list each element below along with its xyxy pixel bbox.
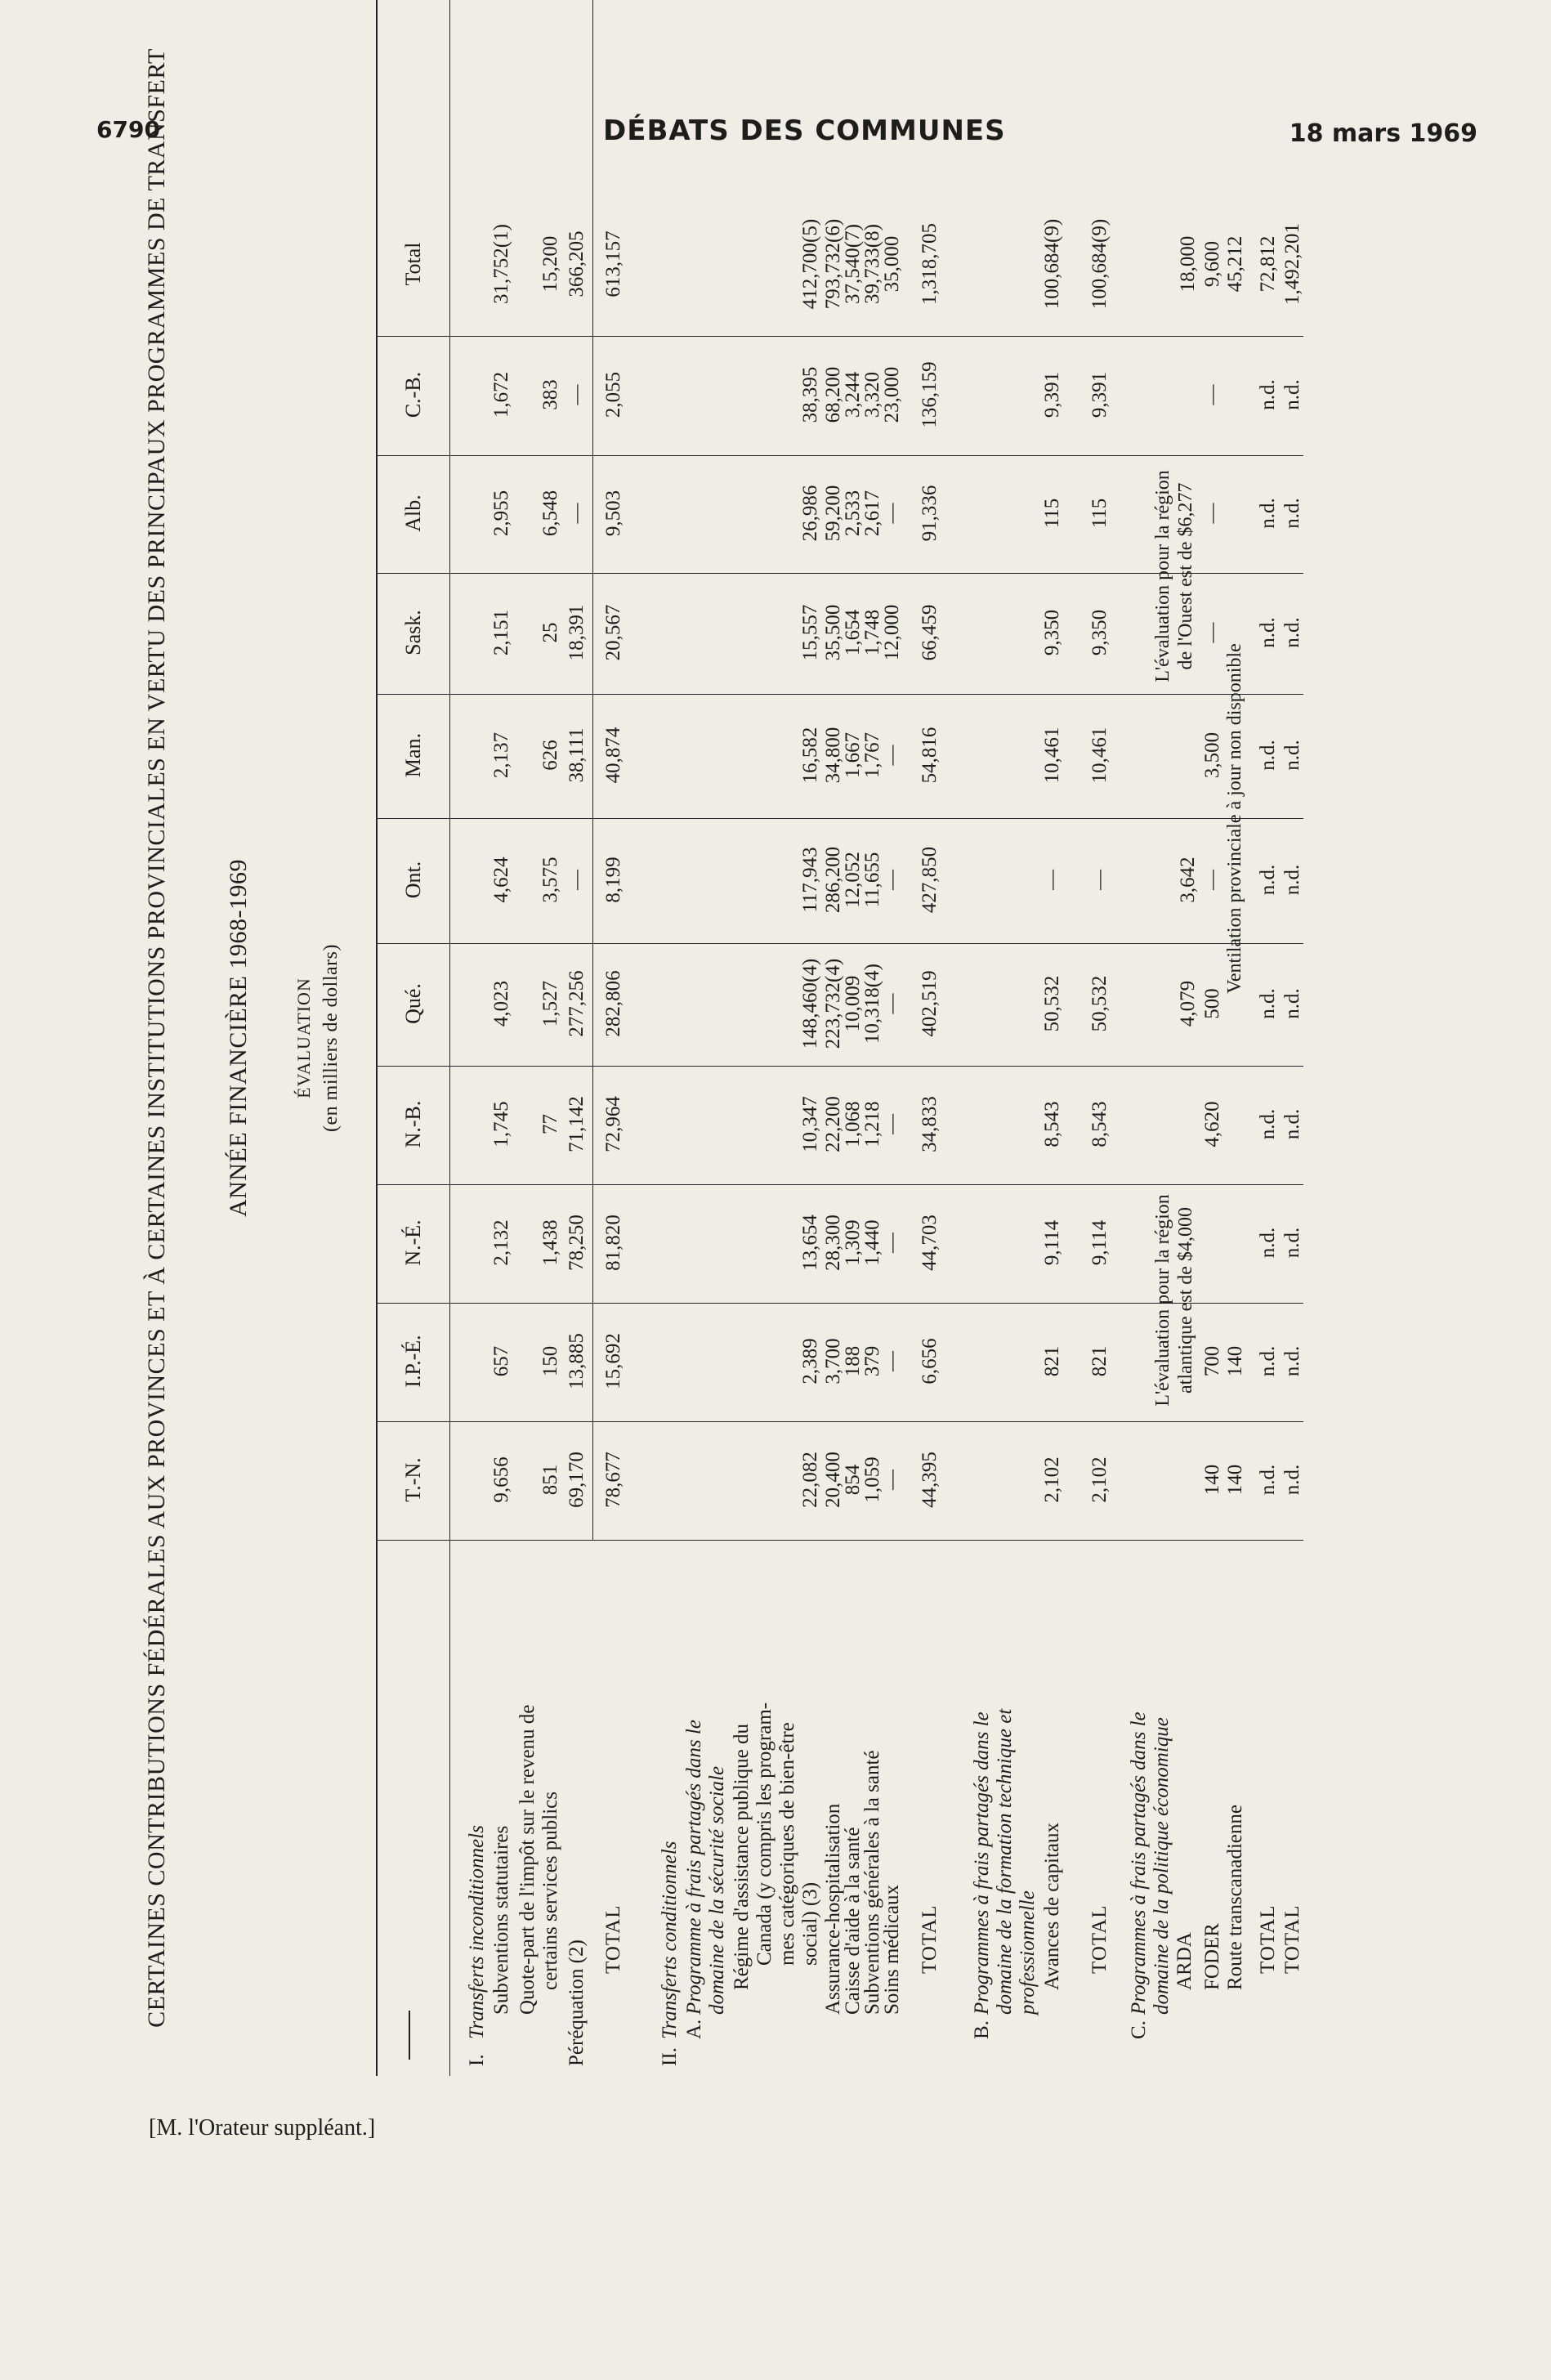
table-cell: 115 — [1041, 498, 1063, 529]
table-cell: 10,009 — [842, 975, 864, 1032]
table-cell: 3,500 — [1201, 731, 1223, 779]
table-cell: — — [1041, 870, 1063, 890]
table-cell: 657 — [490, 1345, 512, 1377]
table-cell: 136,159 — [919, 361, 941, 428]
table-cell: 12,000 — [881, 604, 903, 661]
table-cell: 2,102 — [1088, 1456, 1111, 1503]
table-cell: 700 — [1201, 1345, 1223, 1377]
table-cell: 15,692 — [602, 1333, 624, 1389]
evaluation-note-atlantic: atlantique est de $4,000 — [1175, 1207, 1196, 1394]
table-cell: n.d. — [1281, 379, 1303, 410]
table-cell: 44,395 — [919, 1452, 941, 1508]
table-cell: n.d. — [1281, 864, 1303, 896]
table-cell: 1,318,705 — [919, 223, 941, 305]
table-cell: 1,440 — [861, 1219, 883, 1266]
table-cell: 286,200 — [822, 846, 844, 914]
table-cell: 9,114 — [1088, 1219, 1111, 1266]
sub-label: C. — [1128, 2020, 1150, 2039]
table-cell: 9,350 — [1041, 609, 1063, 656]
evaluation-note-west: de l'Ouest est de $6,277 — [1175, 482, 1196, 670]
table-cell: 35,000 — [881, 235, 903, 293]
table-cell: n.d. — [1257, 498, 1279, 529]
table-cell: 50,532 — [1041, 975, 1063, 1032]
table-cell: 500 — [1201, 988, 1223, 1019]
table-cell: 38,111 — [565, 727, 588, 783]
table-cell: — — [565, 870, 588, 890]
table-cell: 1,667 — [842, 731, 864, 779]
table-cell: 821 — [1088, 1345, 1111, 1377]
table-cell: — — [881, 745, 903, 766]
table-cell: n.d. — [1257, 740, 1279, 771]
table-cell: n.d. — [1257, 617, 1279, 648]
evaluation-label: ÉVALUATION — [293, 978, 314, 1098]
column-header: Ont. — [401, 861, 425, 899]
table-cell: 34,833 — [919, 1096, 941, 1152]
table-cell: — — [881, 1232, 903, 1253]
table-cell: 38,395 — [799, 366, 821, 423]
table-cell: n.d. — [1257, 1227, 1279, 1259]
table-cell: 9,391 — [1088, 371, 1111, 418]
table-cell: 793,732(6) — [822, 218, 844, 310]
table-cell: 10,461 — [1088, 727, 1111, 784]
table-cell: 22,082 — [799, 1452, 821, 1508]
table-cell: 1,492,201 — [1281, 223, 1303, 305]
table-cell: 72,812 — [1257, 235, 1279, 293]
table-title: CERTAINES CONTRIBUTIONS FÉDÉRALES AUX PROVINCES ET À CERTAINES INSTITUTIONS PROVINCIALES EN VERTU DES PRINCIPAUX PROGRAMMES DE TRANSFERT — [143, 48, 170, 2028]
row-label: social) (3) — [799, 1881, 821, 1966]
table-cell: 34,800 — [822, 727, 844, 784]
column-header: Alb. — [401, 494, 425, 532]
units-label: (en milliers de dollars) — [320, 944, 342, 1132]
table-cell: n.d. — [1281, 498, 1303, 529]
table-cell: 277,256 — [565, 970, 588, 1037]
table-cell: 45,212 — [1224, 235, 1246, 293]
fiscal-year: ANNÉE FINANCIÈRE 1968-1969 — [225, 859, 252, 1217]
table-cell: 3,700 — [822, 1338, 844, 1385]
table-cell: 6,656 — [919, 1338, 941, 1385]
provincial-breakdown-note: Ventilation provinciale à jour non disponible — [1224, 643, 1245, 994]
table-cell: 8,543 — [1088, 1101, 1111, 1148]
table-cell: — — [881, 503, 903, 524]
table-cell: 91,336 — [919, 485, 941, 542]
table-cell: 68,200 — [822, 366, 844, 423]
table-cell: 2,055 — [602, 371, 624, 418]
table-cell: n.d. — [1257, 1108, 1279, 1140]
row-label: Canada (y compris les program- — [753, 1702, 776, 1966]
table-cell: 427,850 — [919, 846, 941, 914]
table-cell: 66,459 — [919, 604, 941, 661]
speaker-note: [M. l'Orateur suppléant.] — [149, 2115, 376, 2141]
publication-title: DÉBATS DES COMMUNES — [603, 114, 1006, 147]
table-cell: 28,300 — [822, 1215, 844, 1271]
subtotal-rule — [592, 0, 593, 1541]
table-cell: 20,567 — [602, 604, 624, 661]
column-rule — [376, 1540, 1303, 1541]
table-cell: 100,684(9) — [1041, 218, 1063, 310]
table-cell: 1,672 — [490, 371, 512, 418]
table-cell: 117,943 — [799, 847, 821, 913]
table-cell: 1,745 — [490, 1101, 512, 1148]
table-cell: n.d. — [1257, 1464, 1279, 1496]
table-cell: 78,250 — [565, 1215, 588, 1271]
column-header: C.-B. — [401, 371, 425, 418]
column-header: I.P.-É. — [401, 1335, 425, 1388]
table-cell: 2,955 — [490, 490, 512, 537]
table-cell: n.d. — [1281, 1108, 1303, 1140]
sub-title: domaine de la politique économique — [1151, 1717, 1173, 2015]
table-cell: 10,461 — [1041, 727, 1063, 784]
table-cell: 77 — [539, 1114, 561, 1134]
table-cell: 9,350 — [1088, 609, 1111, 656]
table-cell: 18,000 — [1177, 235, 1199, 293]
header-rule — [449, 0, 450, 2076]
table-cell: n.d. — [1281, 740, 1303, 771]
evaluation-note-west: L'évaluation pour la région — [1152, 470, 1173, 682]
table-cell: n.d. — [1281, 1227, 1303, 1259]
table-cell: 1,218 — [861, 1101, 883, 1148]
table-cell: 13,885 — [565, 1333, 588, 1389]
sub-title: professionnelle — [1017, 1890, 1039, 2015]
table-cell: 31,752(1) — [490, 224, 512, 304]
row-label: Subventions générales à la santé — [861, 1750, 883, 2015]
column-header: N.-B. — [401, 1100, 425, 1148]
issue-date: 18 mars 1969 — [1289, 119, 1477, 148]
table-cell: — — [1201, 622, 1223, 643]
sub-label: A. — [683, 2019, 705, 2039]
table-cell: 9,600 — [1201, 240, 1223, 288]
table-cell: 140 — [1224, 1464, 1246, 1496]
table-cell: 4,620 — [1201, 1101, 1223, 1148]
table-cell: 2,137 — [490, 731, 512, 779]
table-cell: 40,874 — [602, 727, 624, 784]
table-cell: 821 — [1041, 1345, 1063, 1377]
table-cell: n.d. — [1257, 864, 1279, 896]
table-cell: 1,309 — [842, 1219, 864, 1266]
table-cell: 8,199 — [602, 857, 624, 903]
table-cell: 366,205 — [565, 230, 588, 298]
table-cell: 3,575 — [539, 857, 561, 903]
table-cell: n.d. — [1281, 617, 1303, 648]
sub-title: Programmes à frais partagés dans le — [1128, 1711, 1150, 2015]
table-cell: 50,532 — [1088, 975, 1111, 1032]
section-title: Transferts inconditionnels — [466, 1825, 488, 2039]
table-cell: 282,806 — [602, 970, 624, 1037]
table-cell: 383 — [539, 379, 561, 410]
table-cell: 1,068 — [842, 1101, 864, 1148]
section-number: I. — [466, 2054, 488, 2066]
table-cell: 148,460(4) — [799, 958, 821, 1049]
sub-title: domaine de la formation technique et — [994, 1708, 1016, 2015]
table-cell: 2,533 — [842, 490, 864, 537]
table-cell: 78,677 — [602, 1452, 624, 1508]
table-cell: 81,820 — [602, 1215, 624, 1271]
table-cell: n.d. — [1281, 1464, 1303, 1496]
table-cell: 8,543 — [1041, 1101, 1063, 1148]
table-cell: 2,151 — [490, 609, 512, 656]
table-cell: — — [881, 1114, 903, 1134]
table-cell: — — [881, 993, 903, 1014]
table-cell: 26,986 — [799, 485, 821, 542]
table-cell: — — [1201, 503, 1223, 524]
table-cell: 4,079 — [1177, 980, 1199, 1027]
table-cell: 1,654 — [842, 609, 864, 656]
table-cell: 12,052 — [842, 852, 864, 908]
table-cell: 2,132 — [490, 1219, 512, 1266]
table-cell: 18,391 — [565, 604, 588, 661]
table-cell: n.d. — [1257, 988, 1279, 1019]
row-label: ARDA — [1173, 1932, 1196, 1990]
table-cell: — — [1201, 384, 1223, 405]
total-label: TOTAL — [1257, 1904, 1279, 1974]
table-cell: 613,157 — [602, 230, 624, 298]
table-cell: 39,733(8) — [861, 224, 883, 304]
row-label: Soins médicaux — [881, 1884, 903, 2015]
table-cell: 25 — [539, 622, 561, 643]
row-label: certains services publics — [539, 1792, 561, 1990]
total-label: TOTAL — [919, 1904, 941, 1974]
table-cell: 9,503 — [602, 490, 624, 537]
page-number: 6790 — [96, 116, 160, 143]
table-cell: 188 — [842, 1345, 864, 1377]
table-cell: 71,142 — [565, 1096, 588, 1152]
table-cell: 223,732(4) — [822, 958, 844, 1049]
table-cell: n.d. — [1281, 988, 1303, 1019]
column-header: T.-N. — [401, 1457, 425, 1502]
table-cell: 854 — [842, 1464, 864, 1496]
row-label: FODER — [1201, 1923, 1223, 1990]
section-title: Transferts conditionnels — [659, 1841, 681, 2039]
table-cell: n.d. — [1257, 1345, 1279, 1377]
table-cell: — — [1088, 870, 1111, 890]
table-cell: 140 — [1224, 1345, 1246, 1377]
table-cell: 150 — [539, 1345, 561, 1377]
table-cell: — — [881, 870, 903, 890]
table-cell: 3,320 — [861, 371, 883, 418]
table-cell: 412,700(5) — [799, 218, 821, 310]
sub-title: domaine de la sécurité sociale — [706, 1765, 728, 2015]
column-header: N.-É. — [401, 1219, 425, 1266]
table-cell: — — [565, 384, 588, 405]
table-cell: 2,389 — [799, 1338, 821, 1385]
rotated-table — [98, 0, 1307, 2076]
row-label: Caisse d'aide à la santé — [842, 1827, 864, 2015]
table-cell: 16,582 — [799, 727, 821, 784]
table-cell: 140 — [1201, 1464, 1223, 1496]
row-label: Régime d'assistance publique du — [731, 1724, 753, 1990]
row-label: Subventions statutaires — [490, 1825, 512, 2015]
row-label: mes catégoriques de bien-être — [776, 1722, 798, 1966]
table-cell: — — [881, 1351, 903, 1371]
table-cell: 6,548 — [539, 490, 561, 537]
table-cell: 626 — [539, 740, 561, 771]
column-header: Total — [401, 242, 425, 286]
table-cell: 59,200 — [822, 485, 844, 542]
table-cell: 15,200 — [539, 235, 561, 293]
table-cell: 23,000 — [881, 366, 903, 423]
table-cell: 11,655 — [861, 852, 883, 908]
table-cell: 851 — [539, 1464, 561, 1496]
table-cell: 3,244 — [842, 371, 864, 418]
table-cell: 2,617 — [861, 490, 883, 537]
row-label: Péréquation (2) — [565, 1939, 588, 2066]
table-cell: 115 — [1088, 498, 1111, 529]
table-cell: — — [1201, 870, 1223, 890]
evaluation-note-atlantic: L'évaluation pour la région — [1152, 1194, 1173, 1407]
column-header: Qué. — [401, 983, 425, 1024]
table-cell: 37,540(7) — [842, 224, 864, 304]
table-cell: 1,059 — [861, 1456, 883, 1503]
table-cell: 15,557 — [799, 604, 821, 661]
column-header: Man. — [401, 732, 425, 778]
table-cell: 1,438 — [539, 1219, 561, 1266]
table-cell: 402,519 — [919, 970, 941, 1037]
table-cell: 3,642 — [1177, 857, 1199, 903]
table-cell: n.d. — [1257, 379, 1279, 410]
table-cell: 20,400 — [822, 1452, 844, 1508]
section-number: II. — [659, 2047, 681, 2066]
row-label: Assurance-hospitalisation — [822, 1803, 844, 2015]
sub-title: Programmes à frais partagés dans le — [971, 1711, 993, 2015]
table-cell: 9,114 — [1041, 1219, 1063, 1266]
table-cell: 10,347 — [799, 1096, 821, 1152]
table-cell: 100,684(9) — [1088, 218, 1111, 310]
table-cell: 1,527 — [539, 980, 561, 1027]
table-cell: 4,624 — [490, 857, 512, 903]
column-header: Sask. — [401, 610, 425, 655]
table-cell: 72,964 — [602, 1096, 624, 1152]
table-cell: n.d. — [1281, 1345, 1303, 1377]
table-cell: 379 — [861, 1345, 883, 1377]
row-label: Route transcanadienne — [1224, 1805, 1246, 1990]
total-label: TOTAL — [1088, 1904, 1111, 1974]
table-cell: 1,767 — [861, 731, 883, 779]
table-cell: — — [565, 503, 588, 524]
table-cell: 10,318(4) — [861, 964, 883, 1044]
table-cell: 54,816 — [919, 727, 941, 784]
table-cell: 44,703 — [919, 1215, 941, 1271]
sub-label: B. — [971, 2020, 993, 2039]
total-label: TOTAL — [602, 1904, 624, 1974]
stub-header-dash — [409, 2011, 410, 2060]
table-cell: 9,656 — [490, 1456, 512, 1503]
table-cell: 13,654 — [799, 1215, 821, 1271]
table-cell: 22,200 — [822, 1096, 844, 1152]
row-label: Avances de capitaux — [1041, 1823, 1063, 1990]
table-cell: 2,102 — [1041, 1456, 1063, 1503]
table-top-rule — [376, 0, 378, 2076]
table-cell: — — [881, 1470, 903, 1490]
row-label: Quote-part de l'impôt sur le revenu de — [516, 1704, 539, 2015]
table-cell: 4,023 — [490, 980, 512, 1027]
total-label: TOTAL — [1281, 1904, 1303, 1974]
sub-title: Programme à frais partagés dans le — [683, 1720, 705, 2015]
table-cell: 1,748 — [861, 609, 883, 656]
table-cell: 9,391 — [1041, 371, 1063, 418]
table-cell: 35,500 — [822, 604, 844, 661]
table-cell: 69,170 — [565, 1452, 588, 1508]
